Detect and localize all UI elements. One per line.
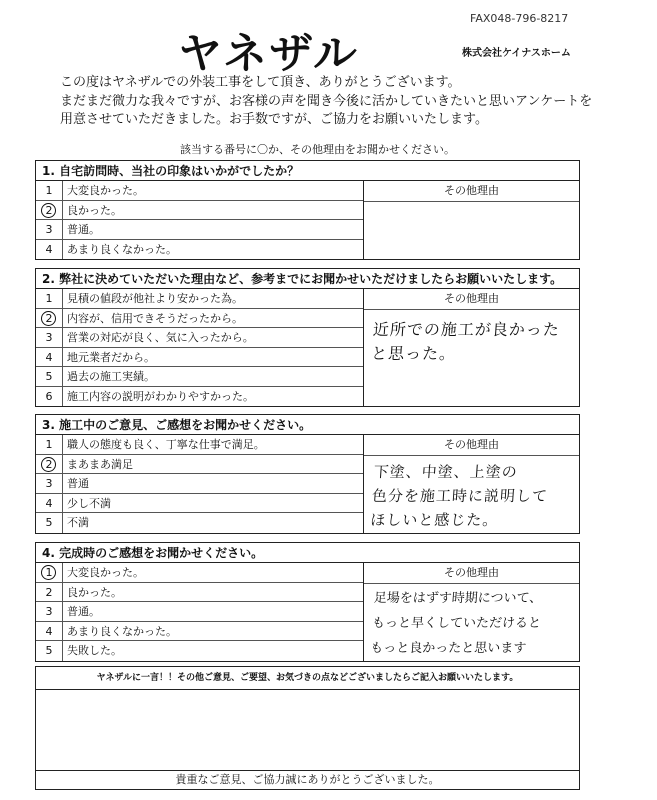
comment-input-area[interactable]: [36, 690, 579, 770]
selection-circle-mark: [41, 565, 56, 580]
option-number: 2: [36, 201, 63, 220]
option-row[interactable]: [36, 240, 363, 260]
option-row[interactable]: [36, 622, 363, 642]
reason-header: その他理由: [444, 566, 499, 579]
question-section-1: [35, 160, 580, 260]
option-row[interactable]: [36, 367, 363, 387]
option-row[interactable]: [36, 220, 363, 240]
option-label: 失敗した。: [67, 644, 122, 657]
handwritten-answer: 近所での施工が良かった と思った。: [370, 319, 561, 363]
option-number: 3: [36, 602, 63, 621]
comment-box-header: ヤネザルに一言！！その他ご意見、ご要望、お気づきの点などございましたらご記入お願いいたします。: [36, 667, 579, 690]
option-label: 少し不満: [67, 496, 111, 510]
option-label: 普通。: [67, 223, 100, 236]
option-number: 4: [36, 494, 63, 513]
option-number: 5: [36, 367, 63, 386]
selection-circle-mark: [41, 203, 56, 218]
company-name: 株式会社ケイナスホーム: [462, 48, 571, 59]
handwritten-answer: 足場をはずす時期について、 もっと早くしていただけると もっと良かったと思います: [369, 590, 543, 656]
option-number: 5: [36, 513, 63, 533]
option-label: 大変良かった。: [67, 184, 144, 197]
option-label: あまり良くなかった。: [67, 242, 177, 256]
option-label: 見積の値段が他社より安かった為。: [67, 292, 243, 305]
option-number: 2: [36, 455, 63, 474]
option-number: 1: [36, 563, 63, 582]
reason-header: その他理由: [444, 438, 499, 451]
option-label: 施工内容の説明がわかりやすかった。: [67, 389, 254, 403]
option-number: 6: [36, 387, 63, 407]
option-row[interactable]: [36, 602, 363, 622]
option-label: 普通。: [67, 605, 100, 618]
company-logo: ヤネザル: [178, 30, 359, 79]
closing-message: 貴重なご意見、ご協力誠にありがとうございました。: [36, 770, 579, 789]
reason-area[interactable]: [364, 181, 579, 259]
option-row[interactable]: [36, 474, 363, 494]
fax-number: FAX048-796-8217: [470, 12, 569, 25]
option-label: 営業の対応が良く、気に入ったから。: [67, 331, 254, 344]
comment-box: [35, 666, 580, 790]
option-label: 職人の態度も良く、丁寧な仕事で満足。: [67, 438, 265, 451]
option-label: まあまあ満足: [67, 457, 133, 471]
option-number: 4: [36, 348, 63, 367]
reason-area[interactable]: [364, 435, 579, 533]
option-row[interactable]: [36, 494, 363, 514]
option-row[interactable]: [36, 563, 363, 583]
option-number: 1: [36, 181, 63, 200]
option-row[interactable]: [36, 583, 363, 603]
option-row[interactable]: [36, 309, 363, 329]
option-row[interactable]: [36, 455, 363, 475]
reason-area[interactable]: [364, 289, 579, 406]
option-row[interactable]: [36, 387, 363, 407]
question-section-4: [35, 542, 580, 662]
option-number: 3: [36, 474, 63, 493]
reason-header: その他理由: [444, 184, 499, 197]
option-row[interactable]: [36, 181, 363, 201]
question-title: 4. 完成時のご感想をお聞かせください。: [36, 543, 579, 563]
option-row[interactable]: [36, 201, 363, 221]
reason-header: その他理由: [444, 292, 499, 305]
option-row[interactable]: [36, 289, 363, 309]
option-number: 1: [36, 435, 63, 454]
option-label: 内容が、信用できそうだったから。: [67, 311, 243, 325]
reason-area[interactable]: [364, 563, 579, 661]
instruction-text: 該当する番号に〇か、その他理由をお聞かせください。: [180, 143, 455, 156]
option-row[interactable]: [36, 435, 363, 455]
option-label: あまり良くなかった。: [67, 624, 177, 638]
selection-circle-mark: [41, 457, 56, 472]
question-title: 2. 弊社に決めていただいた理由など、参考までにお聞かせいただけましたらお願いいたします。: [36, 269, 579, 289]
question-section-3: [35, 414, 580, 534]
intro-line-1: この度はヤネザルでの外装工事をして頂き、ありがとうございます。: [60, 75, 461, 90]
intro-text: [60, 74, 600, 130]
question-title: 3. 施工中のご意見、ご感想をお聞かせください。: [36, 415, 579, 435]
option-row[interactable]: [36, 513, 363, 533]
option-number: 2: [36, 583, 63, 602]
option-number: 1: [36, 289, 63, 308]
selection-circle-mark: [41, 311, 56, 326]
option-label: 良かった。: [67, 203, 122, 217]
option-label: 不満: [67, 516, 89, 529]
option-number: 3: [36, 328, 63, 347]
option-row[interactable]: [36, 328, 363, 348]
option-label: 良かった。: [67, 585, 122, 599]
intro-line-2: まだまだ微力な我々ですが、お客様の声を聞き今後に活かしていきたいと思いアンケートを: [60, 93, 593, 109]
option-label: 地元業者だから。: [67, 350, 155, 364]
question-title: 1. 自宅訪問時、当社の印象はいかがでしたか？: [36, 161, 579, 181]
option-row[interactable]: [36, 641, 363, 661]
option-label: 普通: [67, 477, 89, 490]
option-number: 2: [36, 309, 63, 328]
option-number: 3: [36, 220, 63, 239]
question-section-2: [35, 268, 580, 407]
option-label: 過去の施工実績。: [67, 370, 155, 383]
option-row[interactable]: [36, 348, 363, 368]
handwritten-answer: 下塗、中塗、上塗の 色分を施工時に説明して ほしいと感じた。: [369, 462, 549, 529]
option-number: 4: [36, 622, 63, 641]
option-number: 4: [36, 240, 63, 260]
option-number: 5: [36, 641, 63, 661]
option-label: 大変良かった。: [67, 566, 144, 579]
intro-line-3: 用意させていただきました。お手数ですが、ご協力をお願いいたします。: [60, 112, 488, 127]
